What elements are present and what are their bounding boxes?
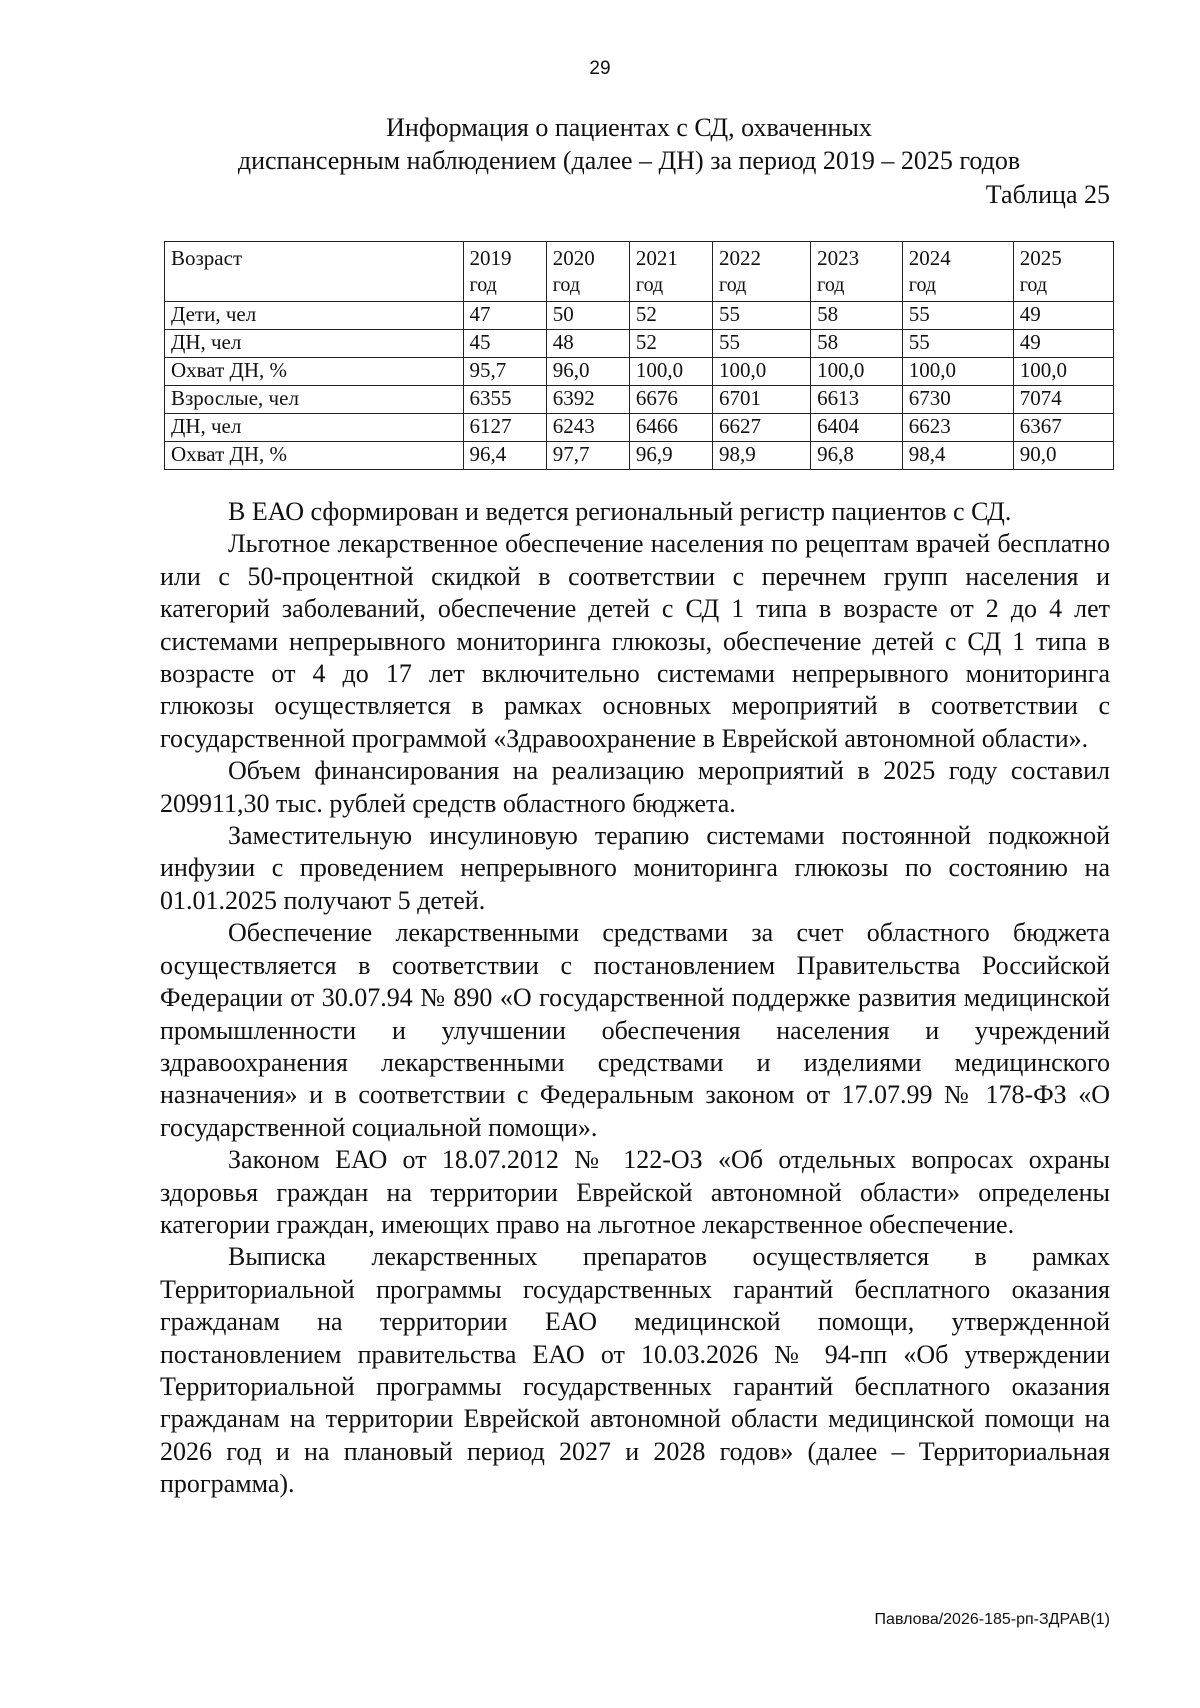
value-cell: 52 — [629, 330, 712, 358]
header-year-unit: год — [552, 274, 581, 296]
header-year: 2022 — [719, 246, 762, 270]
value-cell: 95,7 — [463, 358, 546, 386]
body-paragraph: Льготное лекарственное обеспечение населения по рецептам врачей бесплатно или с 50-процентной скидкой в соответствии с перечнем групп населения и категорий заболеваний, обеспечение детей с СД 1 типа в возрасте от 2 до 4 лет системами непрерывного мониторинга глюкозы, обеспечение детей с СД 1 типа в возрасте от 4 до 17 лет включительно системами непрерывного мониторинга глюкозы осуществляется в рамках основных мероприятий в соответствии с государственной программой «Здравоохранение в Еврейской автономной области». — [160, 529, 1110, 753]
value-cell: 98,9 — [713, 442, 811, 470]
header-year: 2021 — [635, 246, 678, 270]
value-cell: 90,0 — [1013, 442, 1113, 470]
header-year-unit: год — [1019, 274, 1047, 296]
body-paragraph: В ЕАО сформирован и ведется региональный регистр пациентов с СД. — [228, 497, 1012, 526]
value-cell: 96,4 — [463, 442, 546, 470]
table-header-row — [165, 242, 1114, 302]
value-cell: 6623 — [902, 414, 1013, 442]
table-row — [165, 330, 1114, 358]
header-year-unit: год — [817, 274, 845, 296]
patients-table — [164, 241, 1114, 470]
body-paragraph: Объем финансирования на реализацию мероприятий в 2025 году составил 209911,30 тыс. рублей средств областного бюджета. — [160, 756, 1110, 818]
value-cell: 6466 — [629, 414, 712, 442]
body-paragraph: Законом ЕАО от 18.07.2012 № 122-ОЗ «Об отдельных вопросах охраны здоровья граждан на территории Еврейской автономной области» определены категории граждан, имеющих право на льготное лекарственное обеспечение. — [160, 1145, 1110, 1239]
body-paragraph: Обеспечение лекарственными средствами за счет областного бюджета осуществляется в соответствии с постановлением Правительства Российской Федерации от 30.07.94 № 890 «О государственной поддержке развития медицинской промышленности и улучшении обеспечения населения и учреждений здравоохранения лекарственными средствами и изделиями медицинского назначения» и в соответствии с Федеральным законом от 17.07.99 № 178-ФЗ «О государственной социальной помощи». — [160, 918, 1110, 1142]
header-year-unit: год — [719, 274, 747, 296]
value-cell: 100,0 — [902, 358, 1013, 386]
value-cell: 55 — [902, 330, 1013, 358]
value-cell: 6392 — [546, 386, 629, 414]
row-label-cell: Дети, чел — [165, 302, 464, 330]
table-row — [165, 386, 1114, 414]
value-cell: 58 — [811, 302, 903, 330]
value-cell: 6355 — [463, 386, 546, 414]
row-label-cell: Охват ДН, % — [165, 358, 464, 386]
value-cell: 52 — [629, 302, 712, 330]
title-line-1: Информация о пациентах с СД, охваченных — [386, 113, 872, 142]
header-year-cell — [713, 242, 811, 302]
value-cell: 100,0 — [713, 358, 811, 386]
value-cell: 6627 — [713, 414, 811, 442]
header-year-unit: год — [635, 274, 664, 296]
page-number: 29 — [589, 58, 611, 79]
value-cell: 98,4 — [902, 442, 1013, 470]
body-paragraph: Заместительную инсулиновую терапию системами постоянной подкожной инфузии с проведением непрерывного мониторинга глюкозы по состоянию на 01.01.2025 получают 5 детей. — [160, 821, 1110, 915]
value-cell: 96,9 — [629, 442, 712, 470]
document-title — [158, 111, 1100, 177]
header-year: 2025 — [1019, 246, 1062, 270]
header-year: 2019 — [469, 246, 512, 270]
value-cell: 6613 — [811, 386, 903, 414]
row-label-cell: ДН, чел — [165, 414, 464, 442]
value-cell: 58 — [811, 330, 903, 358]
header-year-cell — [629, 242, 712, 302]
value-cell: 6127 — [463, 414, 546, 442]
value-cell: 49 — [1013, 302, 1113, 330]
value-cell: 45 — [463, 330, 546, 358]
row-label-cell: Охват ДН, % — [165, 442, 464, 470]
value-cell: 96,8 — [811, 442, 903, 470]
row-label-cell: Взрослые, чел — [165, 386, 464, 414]
value-cell: 7074 — [1013, 386, 1113, 414]
value-cell: 6676 — [629, 386, 712, 414]
header-year: 2020 — [552, 246, 595, 270]
header-year-unit: год — [469, 274, 497, 296]
value-cell: 100,0 — [629, 358, 712, 386]
value-cell: 6701 — [713, 386, 811, 414]
body-paragraph: Выписка лекарственных препаратов осуществляется в рамках Территориальной программы государственных гарантий бесплатного оказания гражданам на территории ЕАО медицинской помощи, утвержденной постановлением правительства ЕАО от 10.03.2026 № 94-пп «Об утверждении Территориальной программы государственных гарантий бесплатного оказания гражданам на территории Еврейской автономной области медицинской помощи на 2026 год и на плановый период 2027 и 2028 годов» (далее – Территориальная программа). — [160, 1242, 1110, 1499]
header-year-cell — [1013, 242, 1113, 302]
document-reference-code: Павлова/2026-185-рп-ЗДРАВ(1) — [874, 1611, 1110, 1628]
table-row — [165, 414, 1114, 442]
table-row — [165, 358, 1114, 386]
value-cell: 50 — [546, 302, 629, 330]
value-cell: 49 — [1013, 330, 1113, 358]
value-cell: 100,0 — [1013, 358, 1113, 386]
value-cell: 47 — [463, 302, 546, 330]
body-text — [160, 496, 1110, 1501]
value-cell: 97,7 — [546, 442, 629, 470]
value-cell: 6243 — [546, 414, 629, 442]
header-year-unit: год — [908, 274, 937, 296]
value-cell: 6730 — [902, 386, 1013, 414]
value-cell: 96,0 — [546, 358, 629, 386]
header-year-cell — [902, 242, 1013, 302]
title-line-2: диспансерным наблюдением (далее – ДН) за период 2019 – 2025 годов — [237, 146, 1021, 175]
header-year-cell — [546, 242, 629, 302]
table-caption: Таблица 25 — [985, 180, 1110, 209]
header-age-cell: Возраст — [165, 242, 464, 302]
header-year: 2023 — [817, 246, 860, 270]
header-year-cell — [811, 242, 903, 302]
table-row — [165, 442, 1114, 470]
header-year: 2024 — [908, 246, 951, 270]
table-row — [165, 302, 1114, 330]
row-label-cell: ДН, чел — [165, 330, 464, 358]
value-cell: 55 — [713, 302, 811, 330]
value-cell: 6367 — [1013, 414, 1113, 442]
value-cell: 48 — [546, 330, 629, 358]
value-cell: 6404 — [811, 414, 903, 442]
value-cell: 100,0 — [811, 358, 903, 386]
value-cell: 55 — [902, 302, 1013, 330]
header-year-cell — [463, 242, 546, 302]
value-cell: 55 — [713, 330, 811, 358]
